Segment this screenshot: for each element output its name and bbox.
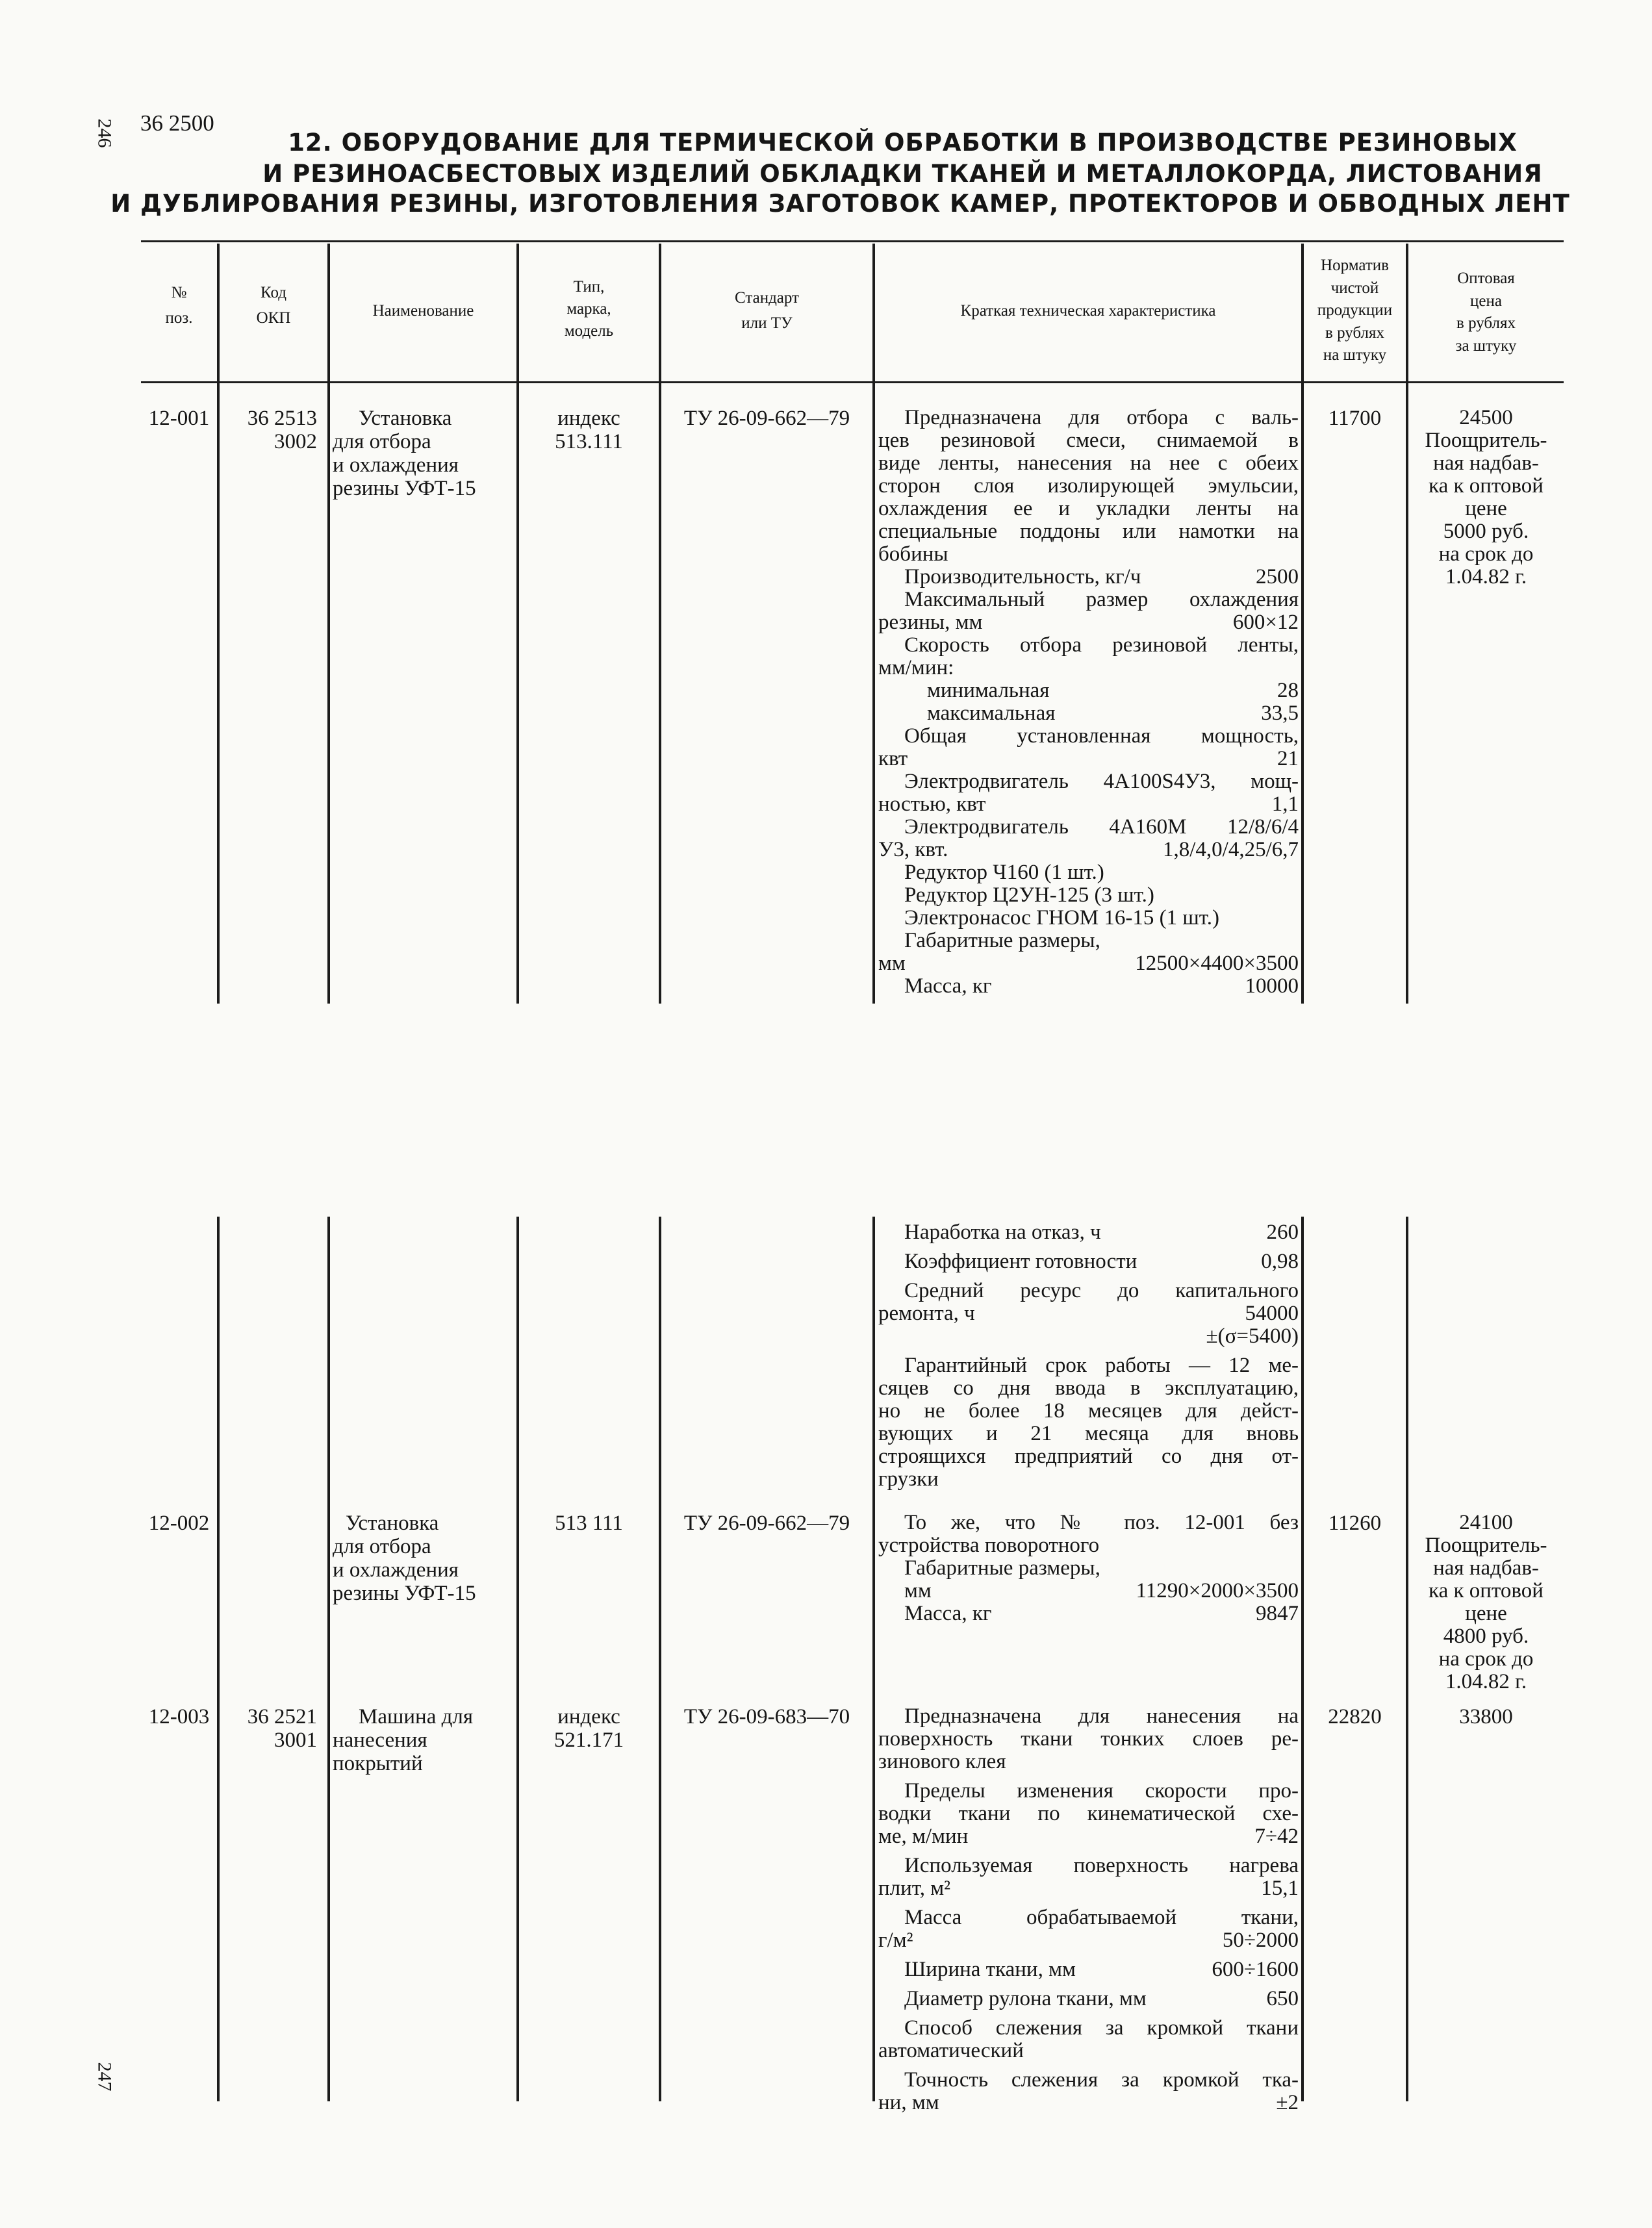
r3-description: Предназначена для нанесения на поверхность ткани тонких слоев ре- зинового клея Пределы изменения скорости про- водки ткани по кинематической схе- ме, м/мин 7÷42 Используемая поверхность нагрева плит, м² 15,1 Масса обрабатываемой ткани, г/м² 50÷2000 Ширина ткани, мм 600÷1600 Диаметр рулона ткани, мм 650 Способ слежения за кромкой ткани автоматический Точность слежения за кромкой тка- ни, мм ±2 xyxy=(878,1704,1299,2114)
table-top-rule xyxy=(141,240,1564,242)
header-norm: Норматив чистой продукции в рублях на штуку xyxy=(1317,257,1393,364)
r3-standard: ТУ 26-09-683—70 xyxy=(683,1705,850,1728)
r2-type: 513 111 xyxy=(555,1512,623,1535)
r3-type: индекс 521.171 xyxy=(553,1705,624,1752)
r2-description: То же, что № поз. 12-001 без устройства поворотного Габаритные размеры, мм 11290×2000×3500 Масса, кг 9847 xyxy=(878,1511,1299,1625)
col-rule-2 xyxy=(327,244,330,1004)
r2-pos: 12-002 xyxy=(148,1512,210,1535)
r3-pos: 12-003 xyxy=(148,1705,210,1728)
header-description: Краткая техническая характеристика xyxy=(960,302,1216,320)
r1-standard: ТУ 26-09-662—79 xyxy=(683,407,850,430)
r2-name: Установка для отбора и охлаждения резины УФТ-15 xyxy=(333,1512,476,1605)
col-rule-4-lower xyxy=(659,1217,661,2101)
r1-description-continued: Наработка на отказ, ч 260 Коэффициент готовности 0,98 Средний ресурс до капитального ремонта, ч 54000 ±(σ=5400) Гарантийный срок работы — 12 ме- сяцев со дня ввода в эксплуатацию, но не более 18 месяцев для дейст- вующих и 21 месяца для вновь строящихся предприятий со дня от- грузки xyxy=(878,1221,1299,1491)
header-price: Оптовая цена в рублях за штуку xyxy=(1455,270,1517,355)
col-rule-1 xyxy=(217,244,220,1004)
r1-okp: 36 2513 3002 xyxy=(247,407,317,453)
r1-pos: 12-001 xyxy=(148,407,210,430)
col-rule-4 xyxy=(659,244,661,1004)
header-bottom-rule xyxy=(141,381,1564,383)
r1-norm: 11700 xyxy=(1328,407,1382,430)
r1-price: 24500 Поощритель- ная надбав- ка к оптовой цене 5000 руб. на срок до 1.04.82 г. xyxy=(1425,406,1547,589)
r1-name: Установка для отбора и охлаждения резины УФТ-15 xyxy=(333,407,476,500)
right-page-number: 247 xyxy=(94,2062,116,2092)
header-type: Тип, марка, модель xyxy=(564,278,614,340)
header-okp: Код ОКП xyxy=(256,284,291,327)
col-rule-1-lower xyxy=(217,1217,220,2101)
section-title-line-3: И ДУБЛИРОВАНИЯ РЕЗИНЫ, ИЗГОТОВЛЕНИЯ ЗАГОТОВОК КАМЕР, ПРОТЕКТОРОВ И ОБВОДНЫХ ЛЕНТ xyxy=(110,190,1570,218)
r2-standard: ТУ 26-09-662—79 xyxy=(683,1512,850,1535)
col-rule-5 xyxy=(872,244,875,1004)
r3-price: 33800 xyxy=(1459,1705,1513,1728)
r2-price: 24100 Поощритель- ная надбав- ка к оптовой цене 4800 руб. на срок до 1.04.82 г. xyxy=(1425,1511,1547,1693)
header-name: Наименование xyxy=(372,302,474,320)
header-pos: № поз. xyxy=(165,284,193,327)
r1-description: Предназначена для отбора с валь- цев резиновой смеси, снимаемой в виде ленты, нанесения на нее с обеих сторон слоя изолирующей эмульсии, охлаждения ее и укладки ленты на специальные поддоны или намотки на бобины Производительность, кг/ч 2500 Максимальный размер охлаждения резины, мм 600×12 Скорость отбора резиновой ленты, мм/мин: минимальная 28 максимальная 33,5 Общая установленная мощность, квт 21 Электродвигатель 4А100S4У3, мощ- ностью, квт 1,1 Электродвигатель 4А160М 12/8/6/4 У3, квт. 1,8/4,0/4,25/6,7 Редуктор Ч160 (1 шт.) Редуктор Ц2УН-125 (3 шт.) Электронасос ГНОМ 16-15 (1 шт.) Габаритные размеры, мм 12500×4400×3500 Масса, кг 10000 xyxy=(878,406,1299,998)
r3-name: Машина для нанесения покрытий xyxy=(333,1705,474,1775)
col-rule-3 xyxy=(516,244,519,1004)
header-standard: Стандарт или ТУ xyxy=(735,289,799,332)
col-rule-3-lower xyxy=(516,1217,519,2101)
col-rule-6-lower xyxy=(1301,1217,1304,2101)
r1-type: индекс 513.111 xyxy=(555,407,623,453)
r3-okp: 36 2521 3001 xyxy=(247,1705,317,1752)
col-rule-2-lower xyxy=(327,1217,330,2101)
section-title-line-1: 12. ОБОРУДОВАНИЕ ДЛЯ ТЕРМИЧЕСКОЙ ОБРАБОТКИ В ПРОИЗВОДСТВЕ РЕЗИНОВЫХ xyxy=(288,129,1518,157)
left-page-number: 246 xyxy=(94,118,116,148)
section-title-line-2: И РЕЗИНОАСБЕСТОВЫХ ИЗДЕЛИЙ ОБКЛАДКИ ТКАНЕЙ И МЕТАЛЛОКОРДА, ЛИСТОВАНИЯ xyxy=(262,160,1543,188)
col-rule-7 xyxy=(1406,244,1408,1004)
r3-norm: 22820 xyxy=(1328,1705,1382,1728)
section-code: 36 2500 xyxy=(140,110,214,136)
col-rule-5-lower xyxy=(872,1217,875,2101)
r2-norm: 11260 xyxy=(1328,1512,1382,1535)
